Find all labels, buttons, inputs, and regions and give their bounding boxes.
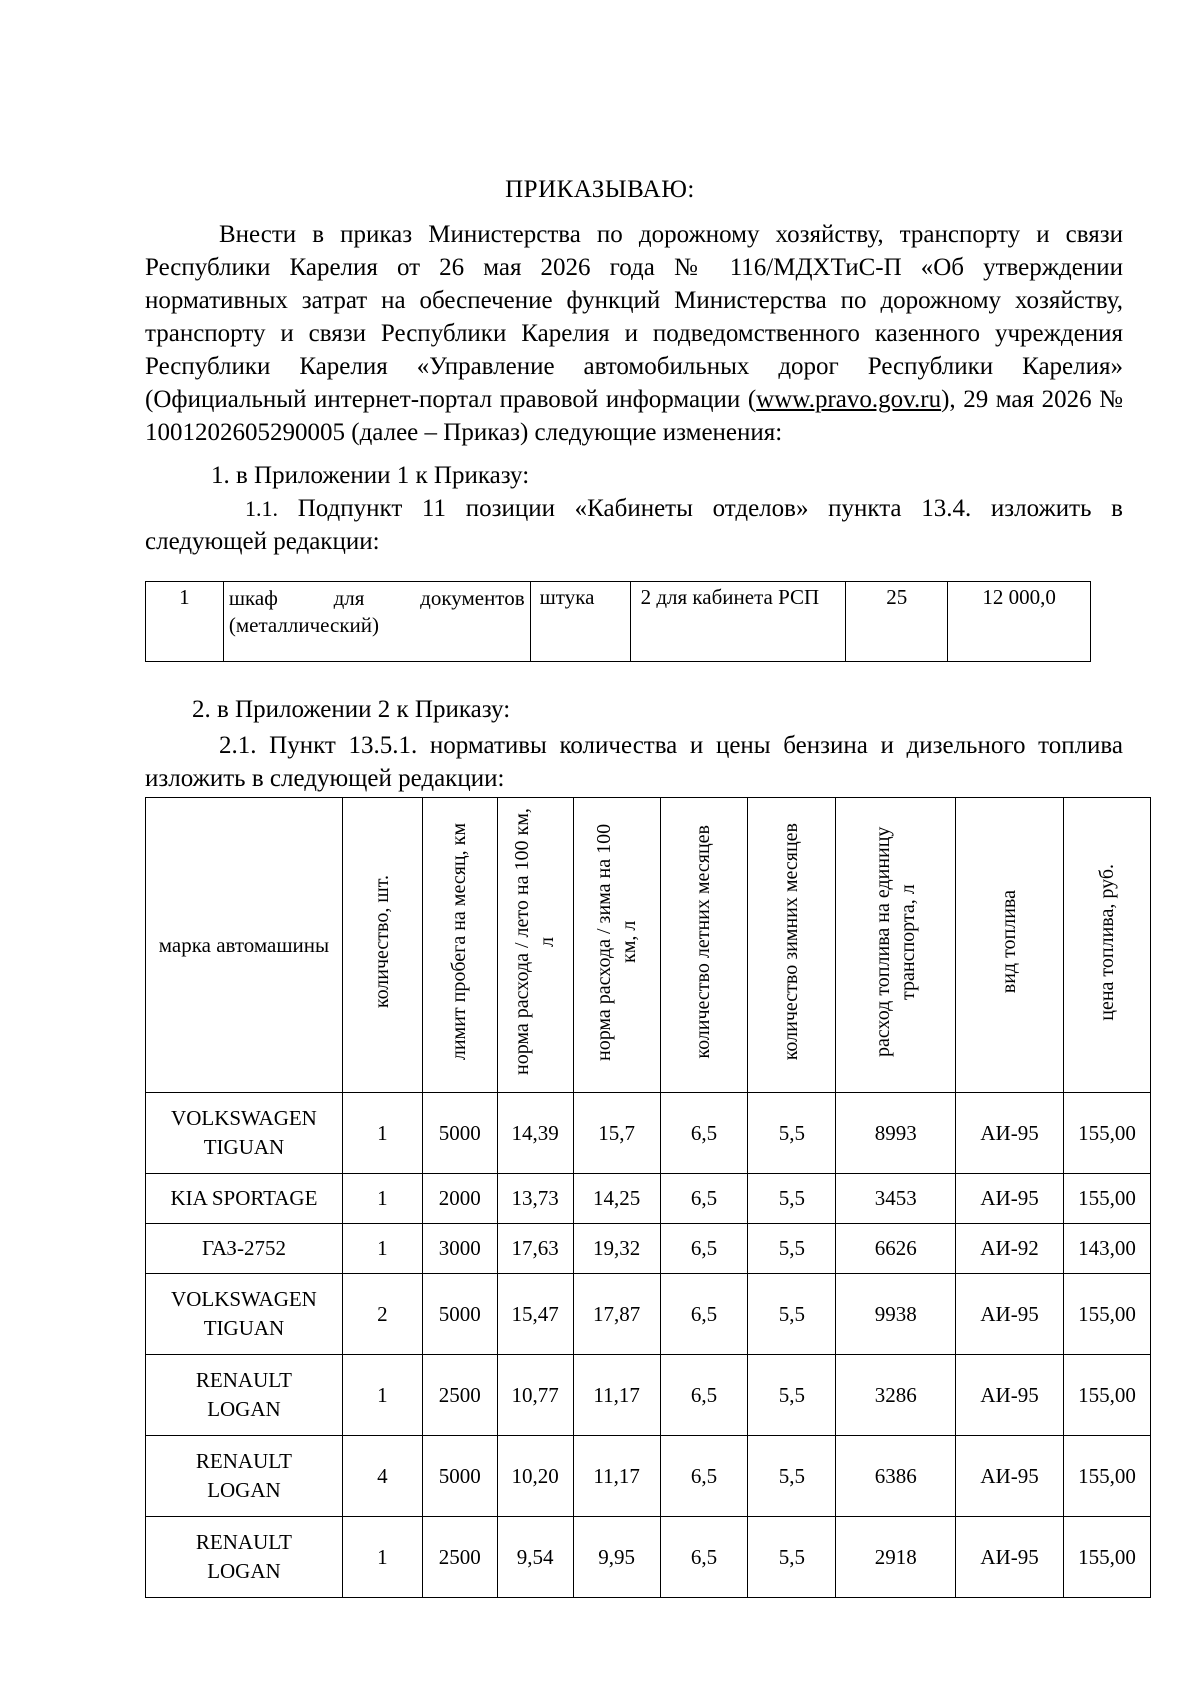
fuel-price-cell: 155,00 bbox=[1064, 1274, 1151, 1355]
model-cell bbox=[146, 1517, 343, 1598]
price-cell: 12 000,0 bbox=[948, 582, 1091, 662]
description-word: документов bbox=[420, 586, 525, 610]
fuel-per-unit-cell: 8993 bbox=[836, 1093, 956, 1174]
description-word: для bbox=[333, 586, 365, 610]
model-cell bbox=[146, 1436, 343, 1517]
model-line-2: TIGUAN bbox=[203, 1316, 285, 1340]
description-word: шкаф bbox=[228, 586, 278, 610]
fuel-price-cell: 155,00 bbox=[1064, 1436, 1151, 1517]
header-fuel-type-label: вид топлива bbox=[998, 890, 1021, 994]
header-model: марка автомашины bbox=[146, 798, 343, 1093]
table-row bbox=[146, 1517, 1151, 1598]
model-line-1: ГАЗ-2752 bbox=[201, 1236, 286, 1260]
fuel-type-cell: АИ-95 bbox=[956, 1517, 1064, 1598]
intro-text-start: Внести в приказ Министерства по дорожному хозяйству, транспорту и связи Республики Карелия от 26 мая 2026 года № 116/МДХТиС-П «Об утверждении нормативных затрат на обеспечение функций Министерства по дорожному хозяйству, транспорту и связи Республики Карелия и подведомственного казенного учреждения Республики Карелия «Управление автомобильных дорог Республики Карелия» (Официальный интернет-портал правовой информации ( bbox=[145, 221, 1123, 413]
header-fuel-price bbox=[1064, 798, 1151, 1093]
fuel-price-cell: 155,00 bbox=[1064, 1517, 1151, 1598]
header-winter-norm-label: норма расхода / зима на 100 км, л bbox=[592, 823, 640, 1061]
term-cell: 25 bbox=[846, 582, 948, 662]
fuel-price-cell: 155,00 bbox=[1064, 1174, 1151, 1224]
item-description bbox=[223, 582, 530, 662]
header-limit-label: лимит пробега на месяц, км bbox=[448, 823, 471, 1061]
limit-cell: 5000 bbox=[422, 1274, 497, 1355]
winter-norm-cell: 14,25 bbox=[573, 1174, 660, 1224]
row-number: 1 bbox=[146, 582, 224, 662]
model-line-1: RENAULT bbox=[195, 1368, 292, 1392]
fuel-per-unit-cell: 6626 bbox=[836, 1224, 956, 1274]
count-cell: 2 bbox=[342, 1274, 422, 1355]
summer-norm-cell: 15,47 bbox=[497, 1274, 573, 1355]
winter-months-cell: 5,5 bbox=[748, 1436, 836, 1517]
winter-months-cell: 5,5 bbox=[748, 1274, 836, 1355]
item-1-1-paragraph bbox=[145, 492, 1123, 558]
model-cell bbox=[146, 1224, 343, 1274]
header-winter-months-label: количество зимних месяцев bbox=[780, 823, 803, 1061]
fuel-per-unit-cell: 3453 bbox=[836, 1174, 956, 1224]
pravo-gov-link[interactable]: www.pravo.gov.ru bbox=[756, 386, 942, 413]
table-row bbox=[146, 582, 1091, 662]
model-line-1: VOLKSWAGEN bbox=[171, 1287, 317, 1311]
model-cell bbox=[146, 1093, 343, 1174]
fuel-type-cell: АИ-95 bbox=[956, 1436, 1064, 1517]
summer-norm-cell: 9,54 bbox=[497, 1517, 573, 1598]
model-cell bbox=[146, 1274, 343, 1355]
limit-cell: 2500 bbox=[422, 1355, 497, 1436]
summer-months-cell: 6,5 bbox=[660, 1355, 748, 1436]
fuel-per-unit-cell: 9938 bbox=[836, 1274, 956, 1355]
table-row bbox=[146, 1436, 1151, 1517]
model-line-1: KIA SPORTAGE bbox=[170, 1186, 318, 1210]
model-line-2: LOGAN bbox=[207, 1397, 281, 1421]
furniture-table bbox=[145, 581, 1091, 662]
header-count-label: количество, шт. bbox=[370, 875, 393, 1009]
header-summer-months bbox=[660, 798, 748, 1093]
header-limit bbox=[422, 798, 497, 1093]
model-line-2: TIGUAN bbox=[203, 1135, 285, 1159]
item-1-1-number: 1.1. bbox=[245, 496, 278, 521]
fuel-per-unit-cell: 2918 bbox=[836, 1517, 956, 1598]
count-cell: 1 bbox=[342, 1517, 422, 1598]
fuel-type-cell: АИ-92 bbox=[956, 1224, 1064, 1274]
summer-norm-cell: 14,39 bbox=[497, 1093, 573, 1174]
summer-months-cell: 6,5 bbox=[660, 1224, 748, 1274]
summer-months-cell: 6,5 bbox=[660, 1174, 748, 1224]
header-summer-months-label: количество летних месяцев bbox=[692, 825, 715, 1059]
winter-norm-cell: 15,7 bbox=[573, 1093, 660, 1174]
summer-norm-cell: 17,63 bbox=[497, 1224, 573, 1274]
winter-norm-cell: 11,17 bbox=[573, 1436, 660, 1517]
intro-paragraph bbox=[145, 218, 1123, 449]
winter-norm-cell: 17,87 bbox=[573, 1274, 660, 1355]
model-line-2: LOGAN bbox=[207, 1478, 281, 1502]
description-line-2: (металлический) bbox=[228, 613, 379, 637]
table-header-row bbox=[146, 798, 1151, 1093]
winter-months-cell: 5,5 bbox=[748, 1093, 836, 1174]
summer-norm-cell: 13,73 bbox=[497, 1174, 573, 1224]
limit-cell: 5000 bbox=[422, 1093, 497, 1174]
header-fuel-price-label: цена топлива, руб. bbox=[1095, 863, 1118, 1021]
table-row bbox=[146, 1174, 1151, 1224]
count-cell: 4 bbox=[342, 1436, 422, 1517]
limit-cell: 3000 bbox=[422, 1224, 497, 1274]
winter-norm-cell: 9,95 bbox=[573, 1517, 660, 1598]
count-cell: 1 bbox=[342, 1174, 422, 1224]
limit-cell: 5000 bbox=[422, 1436, 497, 1517]
fuel-type-cell: АИ-95 bbox=[956, 1174, 1064, 1224]
header-winter-months bbox=[748, 798, 836, 1093]
summer-months-cell: 6,5 bbox=[660, 1517, 748, 1598]
description-line-1 bbox=[229, 585, 525, 612]
order-heading: ПРИКАЗЫВАЮ: bbox=[505, 176, 695, 203]
model-line-1: RENAULT bbox=[195, 1530, 292, 1554]
summer-months-cell: 6,5 bbox=[660, 1436, 748, 1517]
fuel-type-cell: АИ-95 bbox=[956, 1355, 1064, 1436]
limit-cell: 2000 bbox=[422, 1174, 497, 1224]
header-fuel-per-unit-label: расход топлива на единицу транспорта, л bbox=[871, 826, 919, 1058]
summer-months-cell: 6,5 bbox=[660, 1274, 748, 1355]
model-line-1: VOLKSWAGEN bbox=[171, 1106, 317, 1130]
unit-cell: штука bbox=[530, 582, 630, 662]
count-cell: 1 bbox=[342, 1224, 422, 1274]
count-cell: 1 bbox=[342, 1355, 422, 1436]
model-cell bbox=[146, 1355, 343, 1436]
winter-months-cell: 5,5 bbox=[748, 1174, 836, 1224]
header-fuel-per-unit bbox=[836, 798, 956, 1093]
table-row bbox=[146, 1093, 1151, 1174]
header-summer-norm-label: норма расхода / лето на 100 км, л bbox=[511, 808, 559, 1076]
model-line-1: RENAULT bbox=[195, 1449, 292, 1473]
fuel-type-cell: АИ-95 bbox=[956, 1093, 1064, 1174]
summer-norm-cell: 10,77 bbox=[497, 1355, 573, 1436]
count-cell: 1 bbox=[342, 1093, 422, 1174]
fuel-type-cell: АИ-95 bbox=[956, 1274, 1064, 1355]
fuel-per-unit-cell: 6386 bbox=[836, 1436, 956, 1517]
table-row bbox=[146, 1224, 1151, 1274]
model-cell bbox=[146, 1174, 343, 1224]
item-2-heading: 2. в Приложении 2 к Приказу: bbox=[192, 696, 511, 723]
header-fuel-type bbox=[956, 798, 1064, 1093]
winter-months-cell: 5,5 bbox=[748, 1355, 836, 1436]
summer-norm-cell: 10,20 bbox=[497, 1436, 573, 1517]
table-row bbox=[146, 1274, 1151, 1355]
winter-norm-cell: 19,32 bbox=[573, 1224, 660, 1274]
fuel-price-cell: 155,00 bbox=[1064, 1093, 1151, 1174]
summer-months-cell: 6,5 bbox=[660, 1093, 748, 1174]
header-winter-norm bbox=[573, 798, 660, 1093]
item-2-1-paragraph: 2.1. Пункт 13.5.1. нормативы количества и цены бензина и дизельного топлива изложить в следующей редакции: bbox=[145, 732, 1123, 792]
model-line-2: LOGAN bbox=[207, 1559, 281, 1583]
intro-text-end: ), 29 мая 2026 № 1001202605290005 (далее – Приказ) следующие изменения: bbox=[145, 386, 1123, 446]
header-count bbox=[342, 798, 422, 1093]
header-summer-norm bbox=[497, 798, 573, 1093]
winter-months-cell: 5,5 bbox=[748, 1224, 836, 1274]
fuel-price-cell: 155,00 bbox=[1064, 1355, 1151, 1436]
quantity-note-cell: 2 для кабинета РСП bbox=[630, 582, 846, 662]
winter-norm-cell: 11,17 bbox=[573, 1355, 660, 1436]
fuel-per-unit-cell: 3286 bbox=[836, 1355, 956, 1436]
fuel-price-cell: 143,00 bbox=[1064, 1224, 1151, 1274]
table-row bbox=[146, 1355, 1151, 1436]
limit-cell: 2500 bbox=[422, 1517, 497, 1598]
winter-months-cell: 5,5 bbox=[748, 1517, 836, 1598]
fuel-norms-table bbox=[145, 797, 1151, 1598]
item-1-1-text: Подпункт 11 позиции «Кабинеты отделов» пункта 13.4. изложить в следующей редакции: bbox=[145, 495, 1123, 555]
item-1-heading: 1. в Приложении 1 к Приказу: bbox=[211, 462, 530, 489]
